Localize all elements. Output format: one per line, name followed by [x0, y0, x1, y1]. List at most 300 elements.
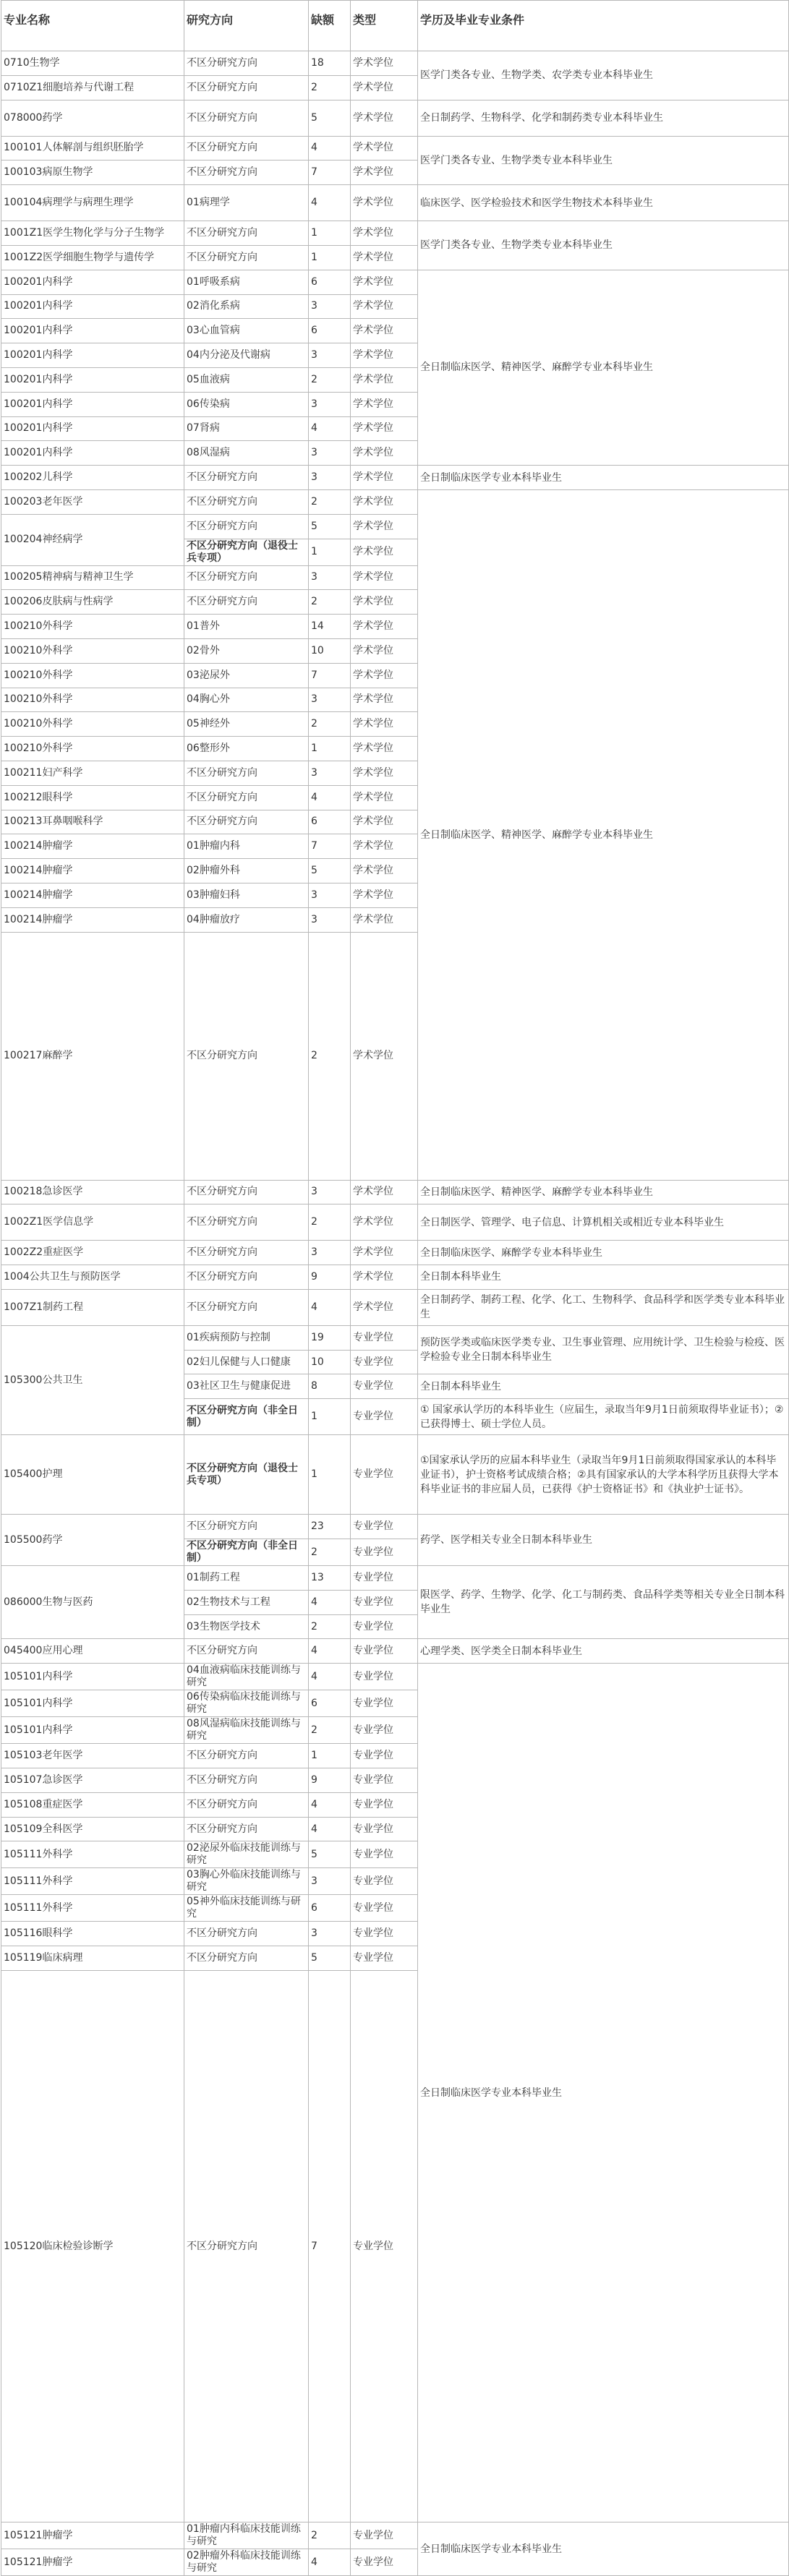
direction-cell: 04胸心外: [184, 688, 309, 712]
quota-cell: 4: [309, 1289, 351, 1325]
type-cell: 专业学位: [351, 1515, 418, 1539]
quota-cell: 6: [309, 319, 351, 343]
type-cell: 专业学位: [351, 1817, 418, 1841]
quota-cell: 3: [309, 565, 351, 590]
quota-cell: 4: [309, 1590, 351, 1614]
direction-cell: 不区分研究方向: [184, 810, 309, 834]
direction-cell: 不区分研究方向: [184, 785, 309, 810]
type-cell: 学术学位: [351, 932, 418, 1180]
major-cell: 100210外科学: [1, 663, 184, 688]
major-cell: 100205精神病与精神卫生学: [1, 565, 184, 590]
table-row: [1, 1204, 789, 1241]
type-cell: 学术学位: [351, 737, 418, 761]
conditions-cell: 全日制本科毕业生: [418, 1374, 789, 1399]
direction-cell: 不区分研究方向: [184, 245, 309, 270]
direction-cell: 01疾病预防与控制: [184, 1325, 309, 1350]
type-cell: 学术学位: [351, 489, 418, 514]
type-cell: 学术学位: [351, 294, 418, 319]
direction-cell: 01肿瘤内科临床技能训练与研究: [184, 2522, 309, 2549]
type-cell: 专业学位: [351, 2522, 418, 2549]
quota-cell: 4: [309, 2549, 351, 2576]
major-cell: 105108重症医学: [1, 1792, 184, 1817]
major-cell: 045400应用心理: [1, 1639, 184, 1664]
conditions-cell: 医学门类各专业、生物学类专业本科毕业生: [418, 221, 789, 270]
direction-cell: 不区分研究方向: [184, 221, 309, 246]
major-cell: 105101内科学: [1, 1717, 184, 1744]
major-cell: 0710生物学: [1, 51, 184, 76]
major-cell: 105109全科医学: [1, 1817, 184, 1841]
table-row: [1, 270, 789, 294]
quota-cell: 3: [309, 441, 351, 466]
quota-cell: 4: [309, 136, 351, 161]
direction-cell: 不区分研究方向: [184, 932, 309, 1180]
quota-cell: 14: [309, 615, 351, 639]
major-cell: 100212眼科学: [1, 785, 184, 810]
type-cell: 专业学位: [351, 1744, 418, 1768]
direction-cell: 03社区卫生与健康促进: [184, 1374, 309, 1399]
major-cell: 105500药学: [1, 1515, 184, 1566]
type-cell: 学术学位: [351, 319, 418, 343]
table-row: [1, 1515, 789, 1539]
major-cell: 105111外科学: [1, 1868, 184, 1895]
major-cell: 100201内科学: [1, 343, 184, 368]
type-cell: 学术学位: [351, 663, 418, 688]
conditions-cell: 全日制临床医学专业本科毕业生: [418, 1664, 789, 2522]
direction-cell: 不区分研究方向: [184, 1265, 309, 1290]
major-cell: 1002Z2重症医学: [1, 1241, 184, 1265]
conditions-cell: 全日制药学、生物科学、化学和制药类专业本科毕业生: [418, 100, 789, 136]
quota-cell: 6: [309, 810, 351, 834]
conditions-cell: 心理学类、医学类全日制本科毕业生: [418, 1639, 789, 1664]
type-cell: 专业学位: [351, 1614, 418, 1639]
type-cell: 专业学位: [351, 1639, 418, 1664]
quota-cell: 23: [309, 1515, 351, 1539]
type-cell: 专业学位: [351, 1590, 418, 1614]
direction-cell: 03胸心外临床技能训练与研究: [184, 1868, 309, 1895]
quota-cell: 7: [309, 834, 351, 859]
quota-cell: 4: [309, 1664, 351, 1690]
type-cell: 专业学位: [351, 1792, 418, 1817]
quota-cell: 2: [309, 489, 351, 514]
major-cell: 1002Z1医学信息学: [1, 1204, 184, 1241]
major-cell: 100210外科学: [1, 737, 184, 761]
type-cell: 学术学位: [351, 1289, 418, 1325]
direction-cell: 不区分研究方向: [184, 1971, 309, 2522]
direction-cell: 不区分研究方向: [184, 1515, 309, 1539]
direction-cell: 不区分研究方向（非全日制）: [184, 1399, 309, 1435]
type-cell: 学术学位: [351, 161, 418, 185]
major-cell: 105111外科学: [1, 1841, 184, 1868]
conditions-cell: 全日制临床医学、精神医学、麻醉学专业本科毕业生: [418, 1180, 789, 1204]
type-cell: 专业学位: [351, 1399, 418, 1435]
type-cell: 学术学位: [351, 100, 418, 136]
major-cell: 105101内科学: [1, 1690, 184, 1717]
major-cell: 100206皮肤病与性病学: [1, 590, 184, 615]
type-cell: 学术学位: [351, 1241, 418, 1265]
major-cell: 100201内科学: [1, 441, 184, 466]
table-body: [1, 51, 789, 2576]
header-type: 类型: [351, 1, 418, 51]
quota-cell: 7: [309, 161, 351, 185]
direction-cell: 02肿瘤外科临床技能训练与研究: [184, 2549, 309, 2576]
quota-cell: 3: [309, 392, 351, 416]
major-cell: 100201内科学: [1, 367, 184, 392]
quota-cell: 1: [309, 737, 351, 761]
type-cell: 学术学位: [351, 1180, 418, 1204]
table-row: [1, 136, 789, 161]
conditions-cell: 预防医学类或临床医学类专业、卫生事业管理、应用统计学、卫生检验与检疫、医学检验专业全日制本科毕业生: [418, 1325, 789, 1374]
type-cell: 学术学位: [351, 883, 418, 907]
type-cell: 学术学位: [351, 907, 418, 932]
quota-cell: 4: [309, 416, 351, 441]
direction-cell: 不区分研究方向: [184, 1639, 309, 1664]
type-cell: 学术学位: [351, 638, 418, 663]
quota-cell: 3: [309, 1241, 351, 1265]
major-cell: 100210外科学: [1, 615, 184, 639]
quota-cell: 4: [309, 185, 351, 221]
quota-cell: 3: [309, 343, 351, 368]
table-row: [1, 1180, 789, 1204]
quota-cell: 3: [309, 688, 351, 712]
type-cell: 学术学位: [351, 185, 418, 221]
type-cell: 专业学位: [351, 1435, 418, 1515]
direction-cell: 不区分研究方向: [184, 1744, 309, 1768]
type-cell: 学术学位: [351, 834, 418, 859]
direction-cell: 不区分研究方向: [184, 1180, 309, 1204]
major-cell: 100201内科学: [1, 392, 184, 416]
major-cell: 1001Z2医学细胞生物学与遗传学: [1, 245, 184, 270]
direction-cell: 不区分研究方向: [184, 1289, 309, 1325]
major-cell: 100201内科学: [1, 270, 184, 294]
table-row: [1, 1241, 789, 1265]
quota-cell: 1: [309, 1435, 351, 1515]
direction-cell: 01病理学: [184, 185, 309, 221]
quota-cell: 3: [309, 466, 351, 490]
major-cell: 0710Z1细胞培养与代谢工程: [1, 75, 184, 100]
direction-cell: 05神经外: [184, 712, 309, 737]
conditions-cell: 医学门类各专业、生物学类、农学类专业本科毕业生: [418, 51, 789, 100]
type-cell: 专业学位: [351, 1971, 418, 2522]
table-header-row: [1, 1, 789, 51]
major-cell: 105103老年医学: [1, 1744, 184, 1768]
quota-cell: 7: [309, 1971, 351, 2522]
direction-cell: 06传染病: [184, 392, 309, 416]
direction-cell: 不区分研究方向: [184, 1241, 309, 1265]
quota-cell: 2: [309, 1614, 351, 1639]
quota-cell: 10: [309, 1350, 351, 1374]
type-cell: 专业学位: [351, 1717, 418, 1744]
direction-cell: 03生物医学技术: [184, 1614, 309, 1639]
direction-cell: 02妇儿保健与人口健康: [184, 1350, 309, 1374]
direction-cell: 不区分研究方向: [184, 466, 309, 490]
type-cell: 专业学位: [351, 2549, 418, 2576]
major-cell: 105120临床检验诊断学: [1, 1971, 184, 2522]
quota-cell: 2: [309, 1717, 351, 1744]
direction-cell: 不区分研究方向: [184, 100, 309, 136]
quota-cell: 7: [309, 663, 351, 688]
quota-cell: 9: [309, 1265, 351, 1290]
direction-cell: 不区分研究方向（退役士兵专项）: [184, 1435, 309, 1515]
table-row: [1, 185, 789, 221]
major-cell: 100214肿瘤学: [1, 883, 184, 907]
quota-cell: 2: [309, 590, 351, 615]
major-cell: 100214肿瘤学: [1, 859, 184, 883]
quota-cell: 8: [309, 1374, 351, 1399]
major-cell: 105101内科学: [1, 1664, 184, 1690]
type-cell: 学术学位: [351, 810, 418, 834]
quota-cell: 4: [309, 1792, 351, 1817]
direction-cell: 03泌尿外: [184, 663, 309, 688]
quota-cell: 18: [309, 51, 351, 76]
major-cell: 078000药学: [1, 100, 184, 136]
direction-cell: 02泌尿外临床技能训练与研究: [184, 1841, 309, 1868]
type-cell: 专业学位: [351, 1325, 418, 1350]
major-cell: 100202儿科学: [1, 466, 184, 490]
type-cell: 学术学位: [351, 416, 418, 441]
table-row: [1, 1566, 789, 1591]
major-cell: 105300公共卫生: [1, 1325, 184, 1434]
conditions-cell: ① 国家承认学历的本科毕业生（应届生，录取当年9月1日前须取得毕业证书）；②已获得博士、硕士学位人员。: [418, 1399, 789, 1435]
quota-cell: 1: [309, 539, 351, 565]
table-row: [1, 51, 789, 76]
quota-cell: 10: [309, 638, 351, 663]
type-cell: 学术学位: [351, 539, 418, 565]
direction-cell: 03肿瘤妇科: [184, 883, 309, 907]
quota-cell: 13: [309, 1566, 351, 1591]
major-cell: 105121肿瘤学: [1, 2522, 184, 2549]
direction-cell: 不区分研究方向: [184, 1946, 309, 1971]
conditions-cell: 全日制药学、制药工程、化学、化工、生物科学、食品科学和医学类专业本科毕业生: [418, 1289, 789, 1325]
direction-cell: 不区分研究方向: [184, 75, 309, 100]
quota-cell: 1: [309, 221, 351, 246]
direction-cell: 08风湿病: [184, 441, 309, 466]
major-cell: 1004公共卫生与预防医学: [1, 1265, 184, 1290]
quota-cell: 3: [309, 1922, 351, 1946]
direction-cell: 不区分研究方向: [184, 1792, 309, 1817]
major-cell: 100101人体解剖与组织胚胎学: [1, 136, 184, 161]
table-row: [1, 100, 789, 136]
header-direction: 研究方向: [184, 1, 309, 51]
quota-cell: 5: [309, 1946, 351, 1971]
quota-cell: 4: [309, 1639, 351, 1664]
quota-cell: 3: [309, 907, 351, 932]
direction-cell: 06整形外: [184, 737, 309, 761]
type-cell: 学术学位: [351, 51, 418, 76]
table-row: [1, 1639, 789, 1664]
table-row: [1, 1435, 789, 1515]
conditions-cell: 医学门类各专业、生物学类专业本科毕业生: [418, 136, 789, 185]
type-cell: 专业学位: [351, 1895, 418, 1922]
type-cell: 学术学位: [351, 270, 418, 294]
major-cell: 105121肿瘤学: [1, 2549, 184, 2576]
quota-cell: 1: [309, 245, 351, 270]
major-cell: 100103病原生物学: [1, 161, 184, 185]
direction-cell: 08风湿病临床技能训练与研究: [184, 1717, 309, 1744]
major-cell: 100210外科学: [1, 688, 184, 712]
conditions-cell: 临床医学、医学检验技术和医学生物技术本科毕业生: [418, 185, 789, 221]
quota-cell: 3: [309, 883, 351, 907]
major-cell: 100204神经病学: [1, 514, 184, 565]
direction-cell: 不区分研究方向: [184, 565, 309, 590]
table-row: [1, 1265, 789, 1290]
quota-cell: 6: [309, 270, 351, 294]
type-cell: 学术学位: [351, 1204, 418, 1241]
type-cell: 学术学位: [351, 514, 418, 539]
direction-cell: 不区分研究方向: [184, 1204, 309, 1241]
quota-cell: 3: [309, 294, 351, 319]
type-cell: 专业学位: [351, 1350, 418, 1374]
type-cell: 学术学位: [351, 590, 418, 615]
type-cell: 学术学位: [351, 466, 418, 490]
type-cell: 学术学位: [351, 245, 418, 270]
quota-cell: 2: [309, 367, 351, 392]
type-cell: 学术学位: [351, 1265, 418, 1290]
table-row: [1, 466, 789, 490]
quota-cell: 2: [309, 712, 351, 737]
direction-cell: 01普外: [184, 615, 309, 639]
table-row: [1, 1289, 789, 1325]
major-cell: 105116眼科学: [1, 1922, 184, 1946]
table-row: [1, 489, 789, 514]
conditions-cell: 全日制临床医学、精神医学、麻醉学专业本科毕业生: [418, 270, 789, 465]
quota-cell: 3: [309, 1180, 351, 1204]
quota-cell: 2: [309, 1204, 351, 1241]
type-cell: 专业学位: [351, 1539, 418, 1566]
type-cell: 学术学位: [351, 785, 418, 810]
quota-cell: 6: [309, 1690, 351, 1717]
type-cell: 学术学位: [351, 221, 418, 246]
major-cell: 105400护理: [1, 1435, 184, 1515]
major-cell: 105111外科学: [1, 1895, 184, 1922]
quota-cell: 19: [309, 1325, 351, 1350]
major-cell: 100218急诊医学: [1, 1180, 184, 1204]
quota-cell: 2: [309, 2522, 351, 2549]
direction-cell: 不区分研究方向: [184, 51, 309, 76]
major-cell: 105107急诊医学: [1, 1768, 184, 1793]
conditions-cell: 全日制本科毕业生: [418, 1265, 789, 1290]
type-cell: 学术学位: [351, 441, 418, 466]
quota-cell: 1: [309, 1744, 351, 1768]
type-cell: 专业学位: [351, 1868, 418, 1895]
direction-cell: 01呼吸系病: [184, 270, 309, 294]
direction-cell: 04血液病临床技能训练与研究: [184, 1664, 309, 1690]
direction-cell: 不区分研究方向: [184, 489, 309, 514]
major-cell: 100203老年医学: [1, 489, 184, 514]
conditions-cell: 全日制临床医学、精神医学、麻醉学专业本科毕业生: [418, 489, 789, 1180]
type-cell: 专业学位: [351, 1768, 418, 1793]
quota-cell: 1: [309, 1399, 351, 1435]
conditions-cell: 全日制临床医学、麻醉学专业本科毕业生: [418, 1241, 789, 1265]
table-row: [1, 2522, 789, 2549]
conditions-cell: 限医学、药学、生物学、化学、化工与制药类、食品科学类等相关专业全日制本科毕业生: [418, 1566, 789, 1639]
table-row: [1, 221, 789, 246]
direction-cell: 07肾病: [184, 416, 309, 441]
type-cell: 学术学位: [351, 859, 418, 883]
direction-cell: 01制药工程: [184, 1566, 309, 1591]
major-cell: 100201内科学: [1, 319, 184, 343]
major-cell: 105119临床病理: [1, 1946, 184, 1971]
header-major: 专业名称: [1, 1, 184, 51]
type-cell: 专业学位: [351, 1374, 418, 1399]
quota-cell: 3: [309, 761, 351, 785]
quota-cell: 5: [309, 100, 351, 136]
major-cell: 100201内科学: [1, 416, 184, 441]
direction-cell: 不区分研究方向（非全日制）: [184, 1539, 309, 1566]
type-cell: 专业学位: [351, 1566, 418, 1591]
direction-cell: 02消化系病: [184, 294, 309, 319]
major-cell: 1007Z1制药工程: [1, 1289, 184, 1325]
direction-cell: 03心血管病: [184, 319, 309, 343]
direction-cell: 不区分研究方向: [184, 136, 309, 161]
direction-cell: 不区分研究方向: [184, 761, 309, 785]
type-cell: 学术学位: [351, 343, 418, 368]
quota-cell: 9: [309, 1768, 351, 1793]
major-cell: 100104病理学与病理生理学: [1, 185, 184, 221]
direction-cell: 02生物技术与工程: [184, 1590, 309, 1614]
quota-cell: 6: [309, 1895, 351, 1922]
direction-cell: 04肿瘤放疗: [184, 907, 309, 932]
direction-cell: 不区分研究方向（退役士兵专项）: [184, 539, 309, 565]
type-cell: 专业学位: [351, 1946, 418, 1971]
direction-cell: 01肿瘤内科: [184, 834, 309, 859]
table-row: [1, 1664, 789, 1690]
conditions-cell: 全日制医学、管理学、电子信息、计算机相关或相近专业本科毕业生: [418, 1204, 789, 1241]
direction-cell: 不区分研究方向: [184, 514, 309, 539]
type-cell: 学术学位: [351, 712, 418, 737]
quota-cell: 4: [309, 785, 351, 810]
quota-cell: 3: [309, 1868, 351, 1895]
table-row: [1, 1325, 789, 1350]
major-cell: 100211妇产科学: [1, 761, 184, 785]
direction-cell: 04内分泌及代谢病: [184, 343, 309, 368]
direction-cell: 02骨外: [184, 638, 309, 663]
major-cell: 100213耳鼻咽喉科学: [1, 810, 184, 834]
type-cell: 学术学位: [351, 688, 418, 712]
direction-cell: 06传染病临床技能训练与研究: [184, 1690, 309, 1717]
conditions-cell: 全日制临床医学专业本科毕业生: [418, 2522, 789, 2576]
quota-cell: 5: [309, 1841, 351, 1868]
direction-cell: 不区分研究方向: [184, 1768, 309, 1793]
quota-cell: 2: [309, 75, 351, 100]
quota-cell: 5: [309, 514, 351, 539]
type-cell: 专业学位: [351, 1664, 418, 1690]
type-cell: 学术学位: [351, 367, 418, 392]
major-cell: 100214肿瘤学: [1, 834, 184, 859]
type-cell: 专业学位: [351, 1922, 418, 1946]
type-cell: 学术学位: [351, 615, 418, 639]
major-cell: 100214肿瘤学: [1, 907, 184, 932]
conditions-cell: 药学、医学相关专业全日制本科毕业生: [418, 1515, 789, 1566]
admissions-table: [1, 0, 789, 2576]
major-cell: 1001Z1医学生物化学与分子生物学: [1, 221, 184, 246]
header-quota: 缺额: [309, 1, 351, 51]
major-cell: 100210外科学: [1, 638, 184, 663]
type-cell: 学术学位: [351, 136, 418, 161]
direction-cell: 02肿瘤外科: [184, 859, 309, 883]
direction-cell: 不区分研究方向: [184, 161, 309, 185]
conditions-cell: ①国家承认学历的应届本科毕业生（录取当年9月1日前须取得国家承认的本科毕业证书），护士资格考试成绩合格；②具有国家承认的大学本科学历且获得大学本科毕业证书的非应届人员，已获得《护士资格证书》和《执业护士证书》。: [418, 1435, 789, 1515]
quota-cell: 4: [309, 1817, 351, 1841]
header-conditions: 学历及毕业专业条件: [418, 1, 789, 51]
major-cell: 086000生物与医药: [1, 1566, 184, 1639]
direction-cell: 05血液病: [184, 367, 309, 392]
direction-cell: 不区分研究方向: [184, 1817, 309, 1841]
direction-cell: 不区分研究方向: [184, 590, 309, 615]
type-cell: 学术学位: [351, 392, 418, 416]
type-cell: 学术学位: [351, 565, 418, 590]
quota-cell: 2: [309, 932, 351, 1180]
type-cell: 专业学位: [351, 1841, 418, 1868]
